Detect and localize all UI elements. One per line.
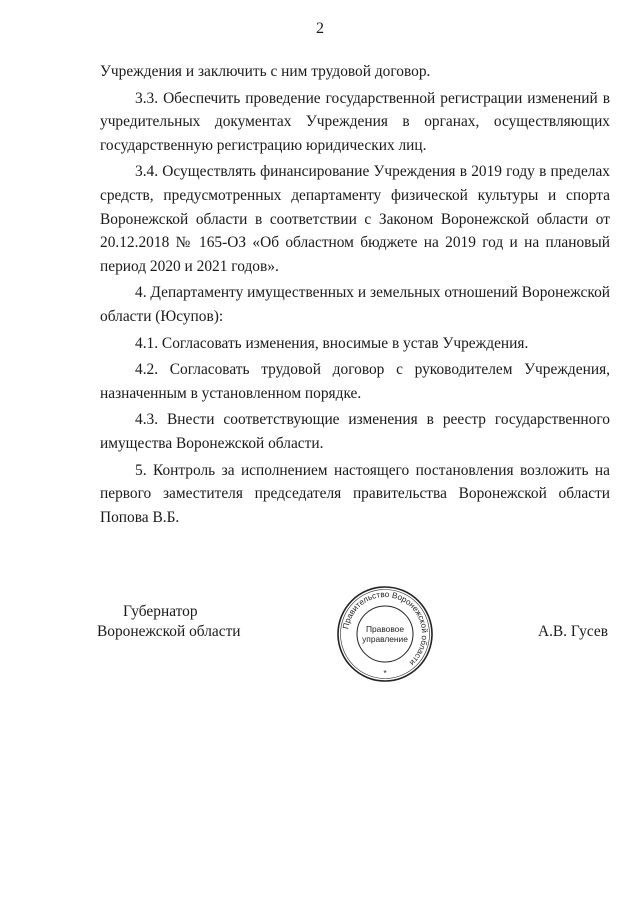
document-body	[100, 60, 610, 532]
paragraph-5: 5. Контроль за исполнением настоящего постановления возложить на первого заместителя председателя правительства Воронежской области Попова В.Б.	[100, 461, 610, 526]
paragraph-4-3: 4.3. Внести соответствующие изменения в реестр государственного имущества Воронежской области.	[100, 411, 610, 452]
paragraph-4-1: 4.1. Согласовать изменения, вносимые в устав Учреждения.	[135, 334, 529, 352]
signatory-name: А.В. Гусев	[537, 623, 608, 640]
paragraph-4: 4. Департаменту имущественных и земельных отношений Воронежской области (Юсупов):	[100, 284, 610, 325]
page-number: 2	[316, 20, 324, 37]
paragraph-continuation: Учреждения и заключить с ним трудовой договор.	[100, 63, 431, 80]
stamp-center-line1: Правовое	[365, 624, 405, 634]
signature-block	[97, 589, 612, 682]
paragraph-3-3: 3.3. Обеспечить проведение государственной регистрации изменений в учредительных документах Учреждения в органах, осуществляющих государственную регистрацию юридических лиц.	[100, 89, 610, 154]
stamp-ring-text: Правительство Воронежской области	[341, 589, 430, 668]
official-stamp	[335, 584, 435, 684]
paragraph-4-2: 4.2. Согласовать трудовой договор с руководителем Учреждения, назначенным в установленном порядке.	[100, 361, 610, 402]
paragraph-3-4: 3.4. Осуществлять финансирование Учреждения в 2019 году в пределах средств, предусмотренных департаменту физической культуры и спорта Воронежской области в соответствии с Законом Воронежской области от 20.12.2018 № 165-ОЗ «Об областном бюджете на 2019 год и на плановый период 2020 и 2021 годов».	[100, 163, 610, 275]
stamp-center-line2: управление	[362, 634, 408, 644]
signatory-title-line2: Воронежской области	[97, 623, 241, 640]
stamp-star-mark: *	[383, 669, 387, 678]
signatory-title	[97, 602, 241, 642]
signatory-title-line1: Губернатор	[123, 603, 198, 620]
